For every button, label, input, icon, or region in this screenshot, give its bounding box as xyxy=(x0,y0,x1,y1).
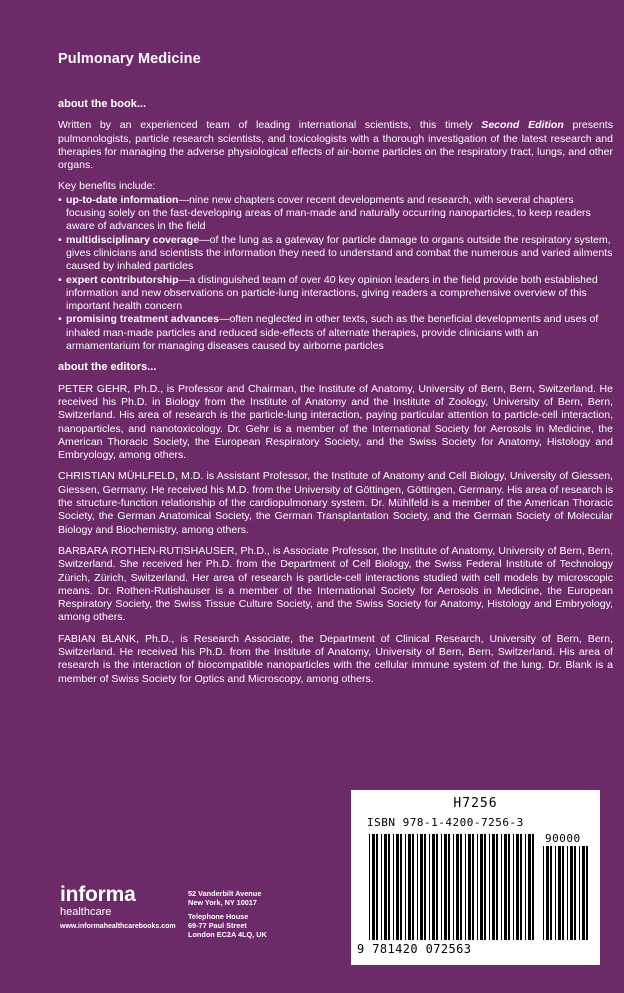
barcode-bar xyxy=(376,834,378,940)
price-barcode-bar xyxy=(546,846,549,940)
benefit-term: expert contributorship xyxy=(66,273,179,286)
benefit-item xyxy=(58,234,613,274)
price-barcode-bar xyxy=(550,846,552,940)
barcode-bar xyxy=(417,834,418,940)
barcode-bar xyxy=(516,834,519,940)
barcode-bar xyxy=(480,834,483,940)
barcode-bar xyxy=(436,834,438,940)
barcode-bar xyxy=(492,834,495,940)
editor-bio-muhlfeld: CHRISTIAN MÜHLFELD, M.D. is Assistant Professor, the Institute of Anatomy and Cell Biology, University of Giessen, Giessen, Germany. He received his M.D. from the University of Göttingen, Göttingen, Germany. His area of research is the structure-function relationship of the cardiopulmonary system. Dr. Mühlfeld is a member of the American Thoracic Society, the German Anatomical Society, the German Transplantation Society, and the German Society of Molecular Biology and Biochemistry, among others. xyxy=(58,470,613,536)
price-barcode-bar xyxy=(570,846,573,940)
barcode-bar xyxy=(369,834,370,940)
editor-bio-gehr: PETER GEHR, Ph.D., is Professor and Chairman, the Institute of Anatomy, University of Bern, Bern, Switzerland. He received his Ph.D. in Biology from the Institute of Anatomy and the Institute of Zoology, University of Bern, Bern, Switzerland. His area of research is the particle-lung interaction, paying particular attention to particle-cell interaction, nanoparticles, and nanotoxicology. Dr. Gehr is a member of the International Society for Aerosols in Medicine, the American Thoracic Society, the European Respiratory Society, and the Swiss Society for Anatomy, Histology and Embryology, among others. xyxy=(58,382,613,462)
price-barcode-bar xyxy=(582,846,585,940)
back-cover-text xyxy=(58,98,613,694)
address-line: 52 Vanderbilt Avenue xyxy=(188,889,262,898)
benefit-text: —of the lung as a gateway for particle damage to organs outside the respiratory system, gives clinicians and scientists the information they need to understand and combat the numerous and varied ailments caused by inhaled particles xyxy=(66,233,613,273)
address-line: Telephone House xyxy=(188,912,249,921)
bullet-icon: • xyxy=(58,273,62,286)
price-barcode-bar xyxy=(567,846,568,940)
barcode-bar xyxy=(396,834,399,940)
barcode-bar xyxy=(408,834,411,940)
barcode-bar xyxy=(381,834,382,940)
barcode-bar xyxy=(504,834,507,940)
barcode-bar xyxy=(388,834,390,940)
barcode-bar xyxy=(420,834,423,940)
product-code: H7256 xyxy=(453,796,498,811)
book-description-end: presents pulmonologists, particle research scientists, and toxicologists with a thorough investigation of the latest research and therapies for managing the adverse physiological effects of air-borne particles on the respiratory tract, lungs, and other organs. xyxy=(58,119,613,172)
benefit-item xyxy=(58,313,613,353)
barcode-bar xyxy=(513,834,514,940)
address-line: 69-77 Paul Street xyxy=(188,921,247,930)
price-barcode-bar xyxy=(574,846,576,940)
benefit-text: —often neglected in other texts, such as the beneficial developments and uses of inhaled man-made particles and reduced side-effects of alternate therapies, provide clinicians with an armamentarium for managing diseases caused by airborne particles xyxy=(66,313,599,353)
barcode-graphic xyxy=(351,790,600,965)
address-line: London EC2A 4LQ, UK xyxy=(188,930,267,939)
about-editors-heading: about the editors... xyxy=(58,361,157,374)
barcode-bar xyxy=(412,834,414,940)
barcode-bar xyxy=(424,834,426,940)
barcode-bar xyxy=(489,834,490,940)
benefit-term: promising treatment advances xyxy=(66,313,219,326)
price-barcode-bar xyxy=(579,846,580,940)
book-description xyxy=(58,119,613,172)
edition-emphasis: Second Edition xyxy=(481,119,564,132)
barcode-bar xyxy=(477,834,478,940)
barcode-bar xyxy=(456,834,459,940)
price-barcode-bar xyxy=(558,846,561,940)
barcode-bar xyxy=(520,834,522,940)
barcode-bar xyxy=(472,834,474,940)
benefit-term: up-to-date information xyxy=(66,193,179,206)
barcode-bar xyxy=(429,834,430,940)
barcode-bar xyxy=(525,834,526,940)
price-barcode-bar xyxy=(562,846,564,940)
barcode-bar xyxy=(468,834,471,940)
about-book-heading: about the book... xyxy=(58,98,146,110)
address-line: New York, NY 10017 xyxy=(188,898,257,907)
barcode-bar xyxy=(532,834,534,940)
publisher-block xyxy=(60,884,176,932)
barcode-bar xyxy=(432,834,435,940)
barcode-bar xyxy=(448,834,450,940)
publisher-url: www.informahealthcarebooks.com xyxy=(60,923,176,930)
barcode-bar xyxy=(496,834,498,940)
benefit-item xyxy=(58,194,613,234)
editor-bio-blank: FABIAN BLANK, Ph.D., is Research Associate, the Department of Clinical Research, University of Bern, Bern, Switzerland. He received his Ph.D. from the Institute of Anatomy, University of Bern, Bern, Switzerland. His area of research is the interaction of biocompatible nanoparticles with the cellular immune system of the lung. Dr. Blank is a member of Swiss Society for Optics and Microscopy, among others. xyxy=(58,632,613,685)
barcode-bar xyxy=(508,834,510,940)
book-description-start: Written by an experienced team of leading international scientists, this timely xyxy=(58,119,482,132)
benefit-text: —nine new chapters cover recent developments and research, with several chapters focusing solely on the fast-developing areas of man-made and naturally occurring nanoparticles, to keep readers aware of advances in the field xyxy=(66,193,591,233)
editor-bio-rothen-rutishauser: BARBARA ROTHEN-RUTISHAUSER, Ph.D., is Associate Professor, the Institute of Anatomy, University of Bern, Bern, Switzerland. She received her Ph.D. from the Department of Cell Biology, the Swiss Federal Institute of Technology Zürich, Zürich, Switzerland. Her area of research is particle-cell interactions studied with cell models by microscopic means. Dr. Rothen-Rutishauser is a member of the International Society for Aerosols in Medicine, the European Respiratory Society, the Swiss Tissue Culture Society, and the Swiss Society for Anatomy, Histology and Embryology, among others. xyxy=(58,544,613,624)
barcode-bar xyxy=(460,834,462,940)
barcode-bar xyxy=(393,834,394,940)
publisher-division: healthcare xyxy=(60,906,112,918)
barcode-bar xyxy=(372,834,375,940)
barcode-bar xyxy=(444,834,447,940)
barcode-bar xyxy=(501,834,502,940)
barcode-bar xyxy=(441,834,442,940)
price-barcode-bar xyxy=(555,846,556,940)
benefit-item xyxy=(58,274,613,314)
bullet-icon: • xyxy=(58,233,62,246)
barcode-bar xyxy=(384,834,387,940)
ean-digits: 9 781420 072563 xyxy=(357,942,472,956)
barcode-bar xyxy=(405,834,406,940)
publisher-address xyxy=(188,889,267,939)
benefits-intro: Key benefits include: xyxy=(58,180,156,193)
bullet-icon: • xyxy=(58,313,62,326)
benefit-list xyxy=(58,194,613,354)
price-barcode-bar xyxy=(586,846,588,940)
benefit-text: —a distinguished team of over 40 key opinion leaders in the field provide both established information and new observations on particle-lung interactions, giving readers a comprehensive overview of this important health concern xyxy=(66,273,598,313)
series-title: Pulmonary Medicine xyxy=(58,51,201,67)
isbn-text: ISBN 978-1-4200-7256-3 xyxy=(367,816,524,829)
barcode-bar xyxy=(400,834,402,940)
publisher-logo: informa xyxy=(60,883,136,906)
price-code: 90000 xyxy=(545,832,581,845)
price-barcode-bar xyxy=(543,846,544,940)
barcode-bar xyxy=(453,834,454,940)
barcode-bar xyxy=(528,834,531,940)
benefit-term: multidisciplinary coverage xyxy=(66,233,200,246)
bullet-icon: • xyxy=(58,193,62,206)
barcode-bar xyxy=(465,834,466,940)
barcode-bar xyxy=(484,834,486,940)
barcode-box xyxy=(351,790,600,965)
